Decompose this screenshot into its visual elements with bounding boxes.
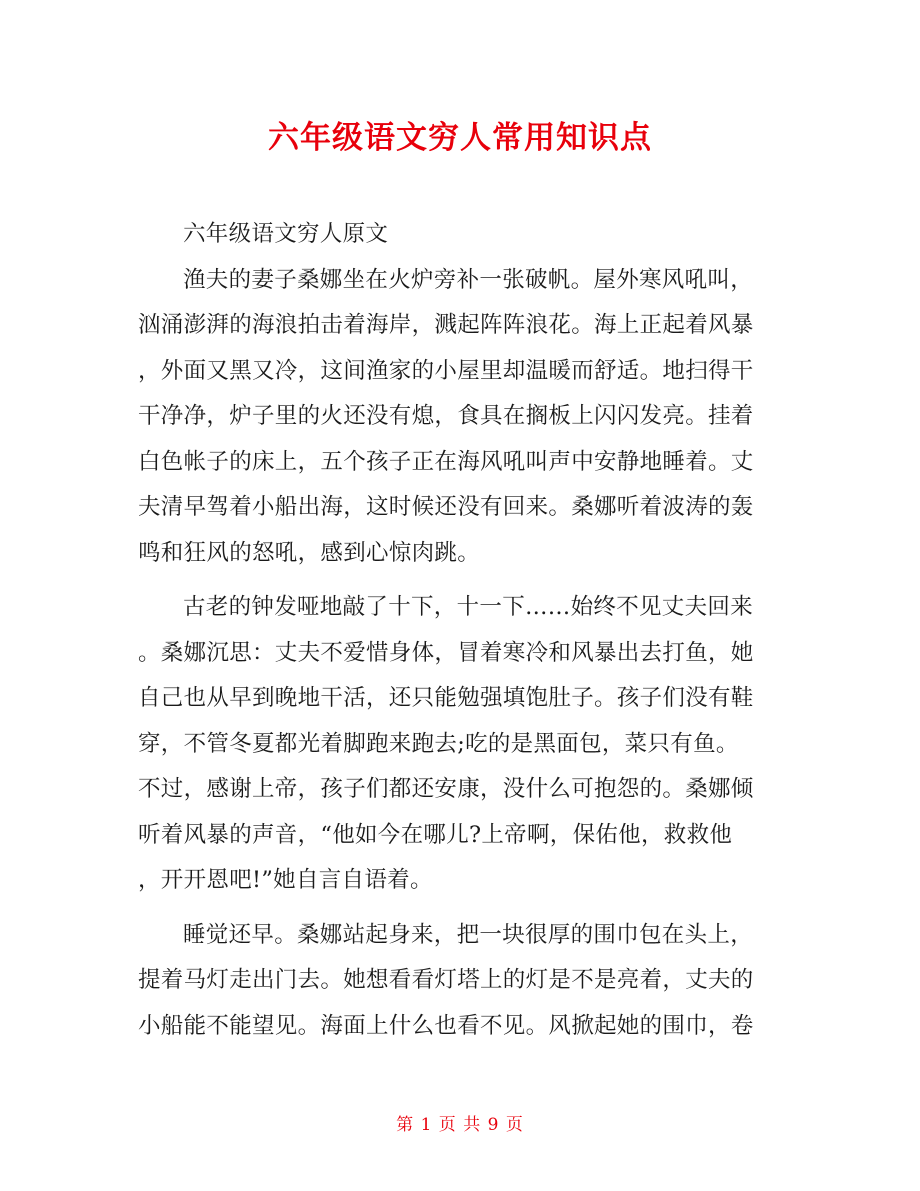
document-title: 六年级语文穷人常用知识点 <box>268 120 652 156</box>
paragraph-line: 干净净，炉子里的火还没有熄，食具在搁板上闪闪发亮。挂着 <box>138 403 754 429</box>
paragraph-line: 自己也从早到晚地干活，还只能勉强填饱肚子。孩子们没有鞋 <box>138 685 754 711</box>
paragraph-line: 小船能不能望见。海面上什么也看不见。风掀起她的围巾，卷 <box>138 1012 754 1039</box>
paragraph-line: ，开开恩吧!”她自言自语着。 <box>138 867 433 893</box>
paragraph-1 <box>138 258 788 577</box>
paragraph-line: 鸣和狂风的怒吼，感到心惊肉跳。 <box>138 539 481 566</box>
paragraph-line: ，外面又黑又冷，这间渔家的小屋里却温暖而舒适。地扫得干 <box>138 357 754 384</box>
paragraph-line: 白色帐子的床上，五个孩子正在海风吼叫声中安静地睡着。丈 <box>138 448 754 475</box>
page-number-footer: 第 1 页 共 9 页 <box>396 1115 524 1135</box>
section-heading: 六年级语文穷人原文 <box>183 221 389 247</box>
paragraph-line: 睡觉还早。桑娜站起身来，把一块很厚的围巾包在头上， <box>183 921 754 948</box>
paragraph-line: 听着风暴的声音，“他如今在哪儿?上帝啊，保佑他，救救他 <box>138 821 733 848</box>
paragraph-line: 穿，不管冬夏都光着脚跑来跑去;吃的是黑面包，菜只有鱼。 <box>138 730 739 757</box>
paragraph-line: 夫清早驾着小船出海，这时候还没有回来。桑娜听着波涛的轰 <box>138 494 754 520</box>
paragraph-line: 。桑娜沉思：丈夫不爱惜身体，冒着寒冷和风暴出去打鱼，她 <box>138 639 754 666</box>
paragraph-line: 渔夫的妻子桑娜坐在火炉旁补一张破帆。屋外寒风吼叫， <box>183 266 754 293</box>
paragraph-line: 汹涌澎湃的海浪拍击着海岸，溅起阵阵浪花。海上正起着风暴 <box>138 312 754 338</box>
paragraph-2 <box>138 585 788 904</box>
paragraph-line: 提着马灯走出门去。她想看看灯塔上的灯是不是亮着，丈夫的 <box>138 967 754 993</box>
paragraph-line: 不过，感谢上帝，孩子们都还安康，没什么可抱怨的。桑娜倾 <box>138 776 754 802</box>
paragraph-line: 古老的钟发哑地敲了十下，十一下……始终不见丈夫回来 <box>183 594 754 620</box>
paragraph-3 <box>138 913 788 1050</box>
document-body <box>138 212 788 1049</box>
